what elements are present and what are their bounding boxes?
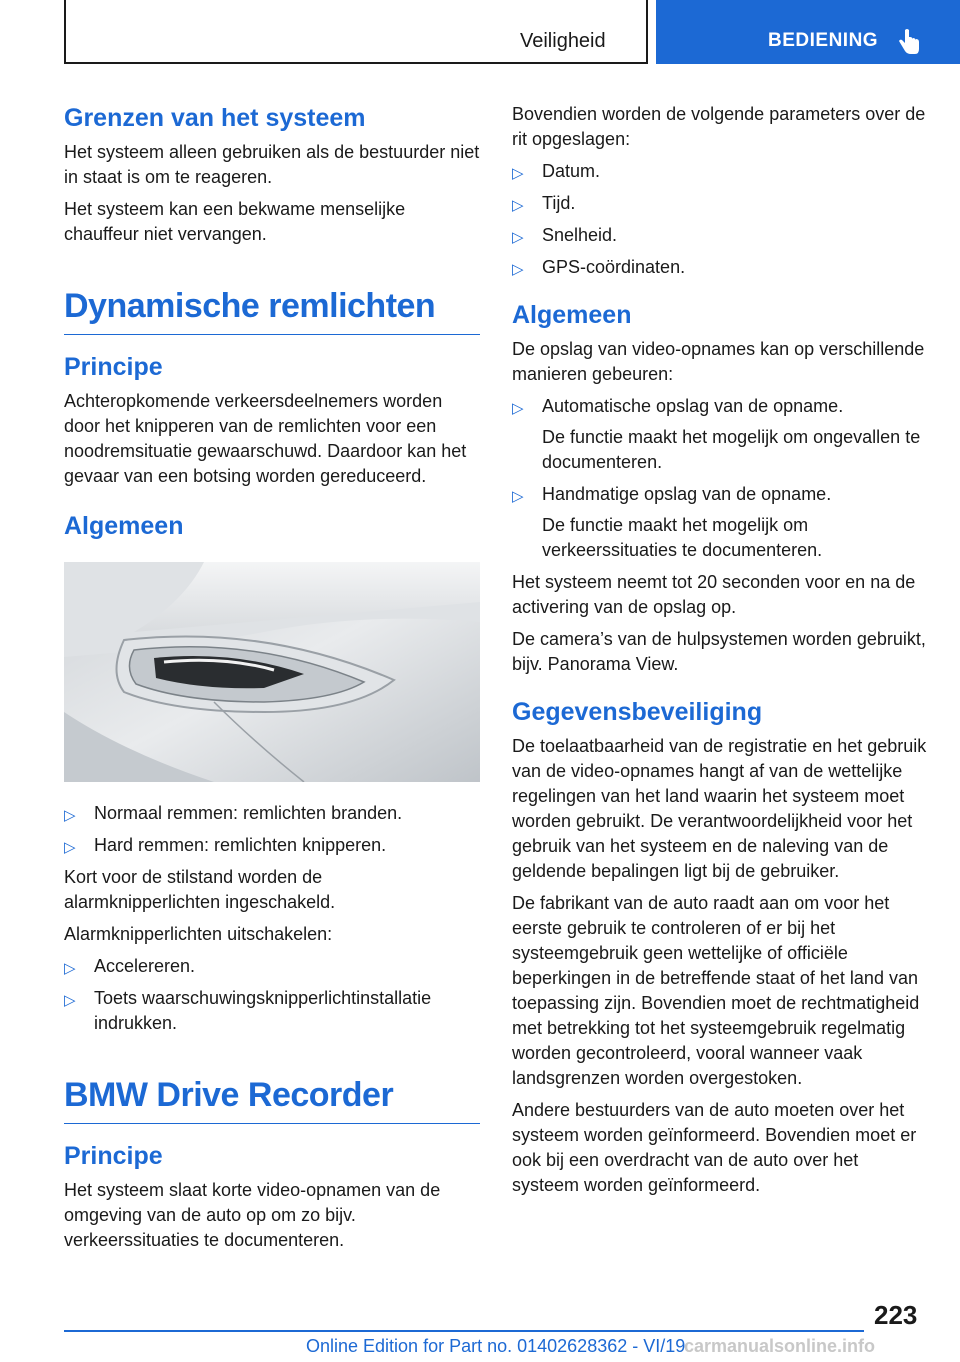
header-section-label[interactable]: Veiligheid <box>520 30 606 52</box>
opslag-list <box>512 394 928 563</box>
principe-heading-2: Principe <box>64 1142 163 1170</box>
list-item: ▷ Snelheid. <box>512 223 928 248</box>
triangle-bullet-icon: ▷ <box>64 960 76 977</box>
list-item: ▷ Toets waarschuwingsknipperlichtinstallatie indrukken. <box>64 988 432 1033</box>
triangle-bullet-icon: ▷ <box>512 488 524 505</box>
list-item: ▷ Hard remmen: remlichten knipperen. <box>64 833 480 858</box>
neemt-paragraph: Het systeem neemt tot 20 seconden voor en na de activering van de opslag op. <box>512 572 916 617</box>
list-item-detail: De functie maakt het mogelijk om ongevallen te documenteren. <box>542 427 921 472</box>
grenzen-heading: Grenzen van het systeem <box>64 104 366 132</box>
alarm-list <box>64 954 480 1036</box>
drive-recorder-heading: BMW Drive Recorder <box>64 1073 480 1124</box>
page-number: 223 <box>874 1300 918 1330</box>
tail-light-image <box>64 562 480 782</box>
right-column <box>512 102 928 1205</box>
remlichten-list <box>64 801 480 858</box>
algemeen-heading-2: Algemeen <box>512 301 632 329</box>
beveiliging-paragraph-2: De fabrikant van de auto raadt aan om voor het eerste gebruik te controleren of er bij het systeemgebruik geen wettelijke of officiële beperkingen in de betreffende staat of het land van toepassing zijn. Bovendien moet de rechtmatigheid met betrekking tot het systeemgebruik regelmatig worden gecontroleerd, vooral wanneer vaak landsgrenzen worden overgestoken. <box>512 893 920 1088</box>
grenzen-paragraph-2: Het systeem kan een bekwame menselijke chauffeur niet vervangen. <box>64 199 406 244</box>
list-item: ▷ Handmatige opslag van de opname. De functie maakt het mogelijk om verkeerssituaties te documenteren. <box>512 482 928 563</box>
kort-paragraph: Kort voor de stilstand worden de alarmknipperlichten ingeschakeld. <box>64 867 336 912</box>
list-item: ▷ Normaal remmen: remlichten branden. <box>64 801 480 826</box>
list-item: ▷ GPS-coördinaten. <box>512 255 928 280</box>
watermark: carmanualsonline.info <box>684 1336 876 1356</box>
alarm-paragraph: Alarmknipperlichten uitschakelen: <box>64 924 333 944</box>
list-item: ▷ Automatische opslag van de opname. De functie maakt het mogelijk om ongevallen te documenteren. <box>512 394 928 475</box>
triangle-bullet-icon: ▷ <box>512 165 524 182</box>
list-item-detail: De functie maakt het mogelijk om verkeerssituaties te documenteren. <box>542 515 823 560</box>
footer-edition: Online Edition for Part no. 01402628362 - VI/19 <box>306 1336 686 1356</box>
triangle-bullet-icon: ▷ <box>512 229 524 246</box>
camera-paragraph: De camera’s van de hulpsystemen worden gebruikt, bijv. Panorama View. <box>512 629 926 674</box>
parameters-list <box>512 159 928 280</box>
triangle-bullet-icon: ▷ <box>64 992 76 1009</box>
list-item: ▷ Datum. <box>512 159 928 184</box>
gegevensbeveiliging-heading: Gegevensbeveiliging <box>512 698 763 726</box>
triangle-bullet-icon: ▷ <box>512 197 524 214</box>
triangle-bullet-icon: ▷ <box>64 807 76 824</box>
triangle-bullet-icon: ▷ <box>512 400 524 417</box>
dynamische-remlichten-heading: Dynamische remlichten <box>64 284 480 335</box>
hand-pointer-icon <box>896 28 922 56</box>
algemeen-heading-1: Algemeen <box>64 512 184 540</box>
recorder-principe-paragraph: Het systeem slaat korte video-opnamen van de omgeving van de auto op om zo bijv. verkeerssituaties te documenteren. <box>64 1180 441 1250</box>
list-item: ▷ Tijd. <box>512 191 928 216</box>
beveiliging-paragraph-3: Andere bestuurders van de auto moeten over het systeem worden geïnformeerd. Bovendien moet er ook bij een overdracht van de auto over het systeem worden geïnformeerd. <box>512 1100 917 1195</box>
principe-heading-1: Principe <box>64 353 163 381</box>
parameters-intro: Bovendien worden de volgende parameters over de rit opgeslagen: <box>512 104 926 149</box>
grenzen-paragraph-1: Het systeem alleen gebruiken als de bestuurder niet in staat is om te reageren. <box>64 142 480 187</box>
left-column <box>64 102 480 1260</box>
list-item: ▷ Accelereren. <box>64 954 480 979</box>
triangle-bullet-icon: ▷ <box>64 839 76 856</box>
header-tab-label[interactable]: BEDIENING <box>768 30 879 51</box>
footer-divider <box>64 1330 864 1332</box>
triangle-bullet-icon: ▷ <box>512 261 524 278</box>
beveiliging-paragraph-1: De toelaatbaarheid van de registratie en het gebruik van de video-opnames hangt af van de wettelijke regelingen van het land waarin het systeem moet worden gebruikt. De verantwoordelijkheid voor het gebruik van het systeem en de naleving van de geldende bepalingen ligt bij de gebruiker. <box>512 736 927 881</box>
principe-paragraph-1: Achteropkomende verkeersdeelnemers worden door het knipperen van de remlichten voor een noodremsituatie gewaarschuwd. Daardoor kan het gevaar van een botsing worden gereduceerd. <box>64 391 467 486</box>
algemeen-paragraph: De opslag van video-opnames kan op verschillende manieren gebeuren: <box>512 339 925 384</box>
